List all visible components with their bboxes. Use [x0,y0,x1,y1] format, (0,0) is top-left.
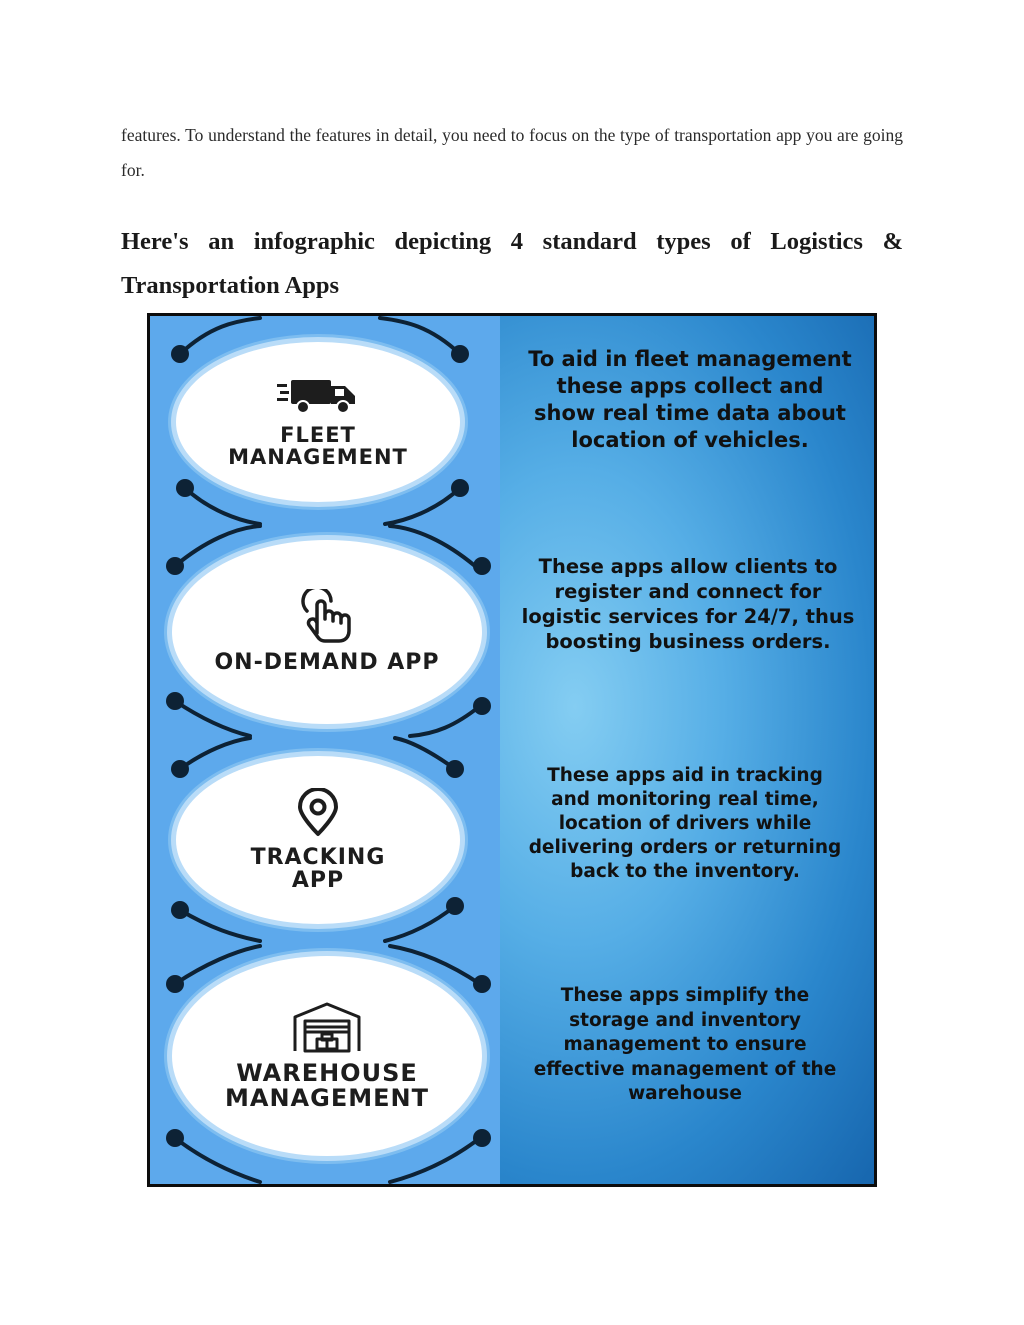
truck-icon [277,376,359,416]
warehouse-management-description: These apps simplify the storage and inventory management to ensure effective management of the warehouse [533,985,837,1104]
tracking-app-circle [176,756,460,924]
warehouse-management-label: WAREHOUSE MANAGEMENT [225,1058,429,1112]
section-heading: Here's an infographic depicting 4 standard types of Logistics & Transportation Apps [121,228,903,299]
fleet-management-circle [176,342,460,502]
on-demand-app-circle [172,540,482,724]
location-pin-icon [293,788,343,838]
tracking-app-label: TRACKING APP [250,844,386,893]
warehouse-management-circle [172,956,482,1156]
fleet-management-label: FLEET MANAGEMENT [228,422,408,469]
intro-paragraph: features. To understand the features in detail, you need to focus on the type of transportation app you are going for. [121,125,903,180]
tap-hand-icon [295,589,359,643]
warehouse-icon [291,1001,363,1053]
logistics-infographic [147,313,877,1187]
fleet-management-description: To aid in fleet management these apps collect and show real time data about location of vehicles. [528,347,852,452]
on-demand-app-label: ON-DEMAND APP [214,650,440,676]
on-demand-app-description: These apps allow clients to register and connect for logistic services for 24/7, thus boosting business orders. [521,555,855,653]
tracking-app-description: These apps aid in tracking and monitoring real time, location of drivers while delivering orders or returning back to the inventory. [528,765,842,882]
